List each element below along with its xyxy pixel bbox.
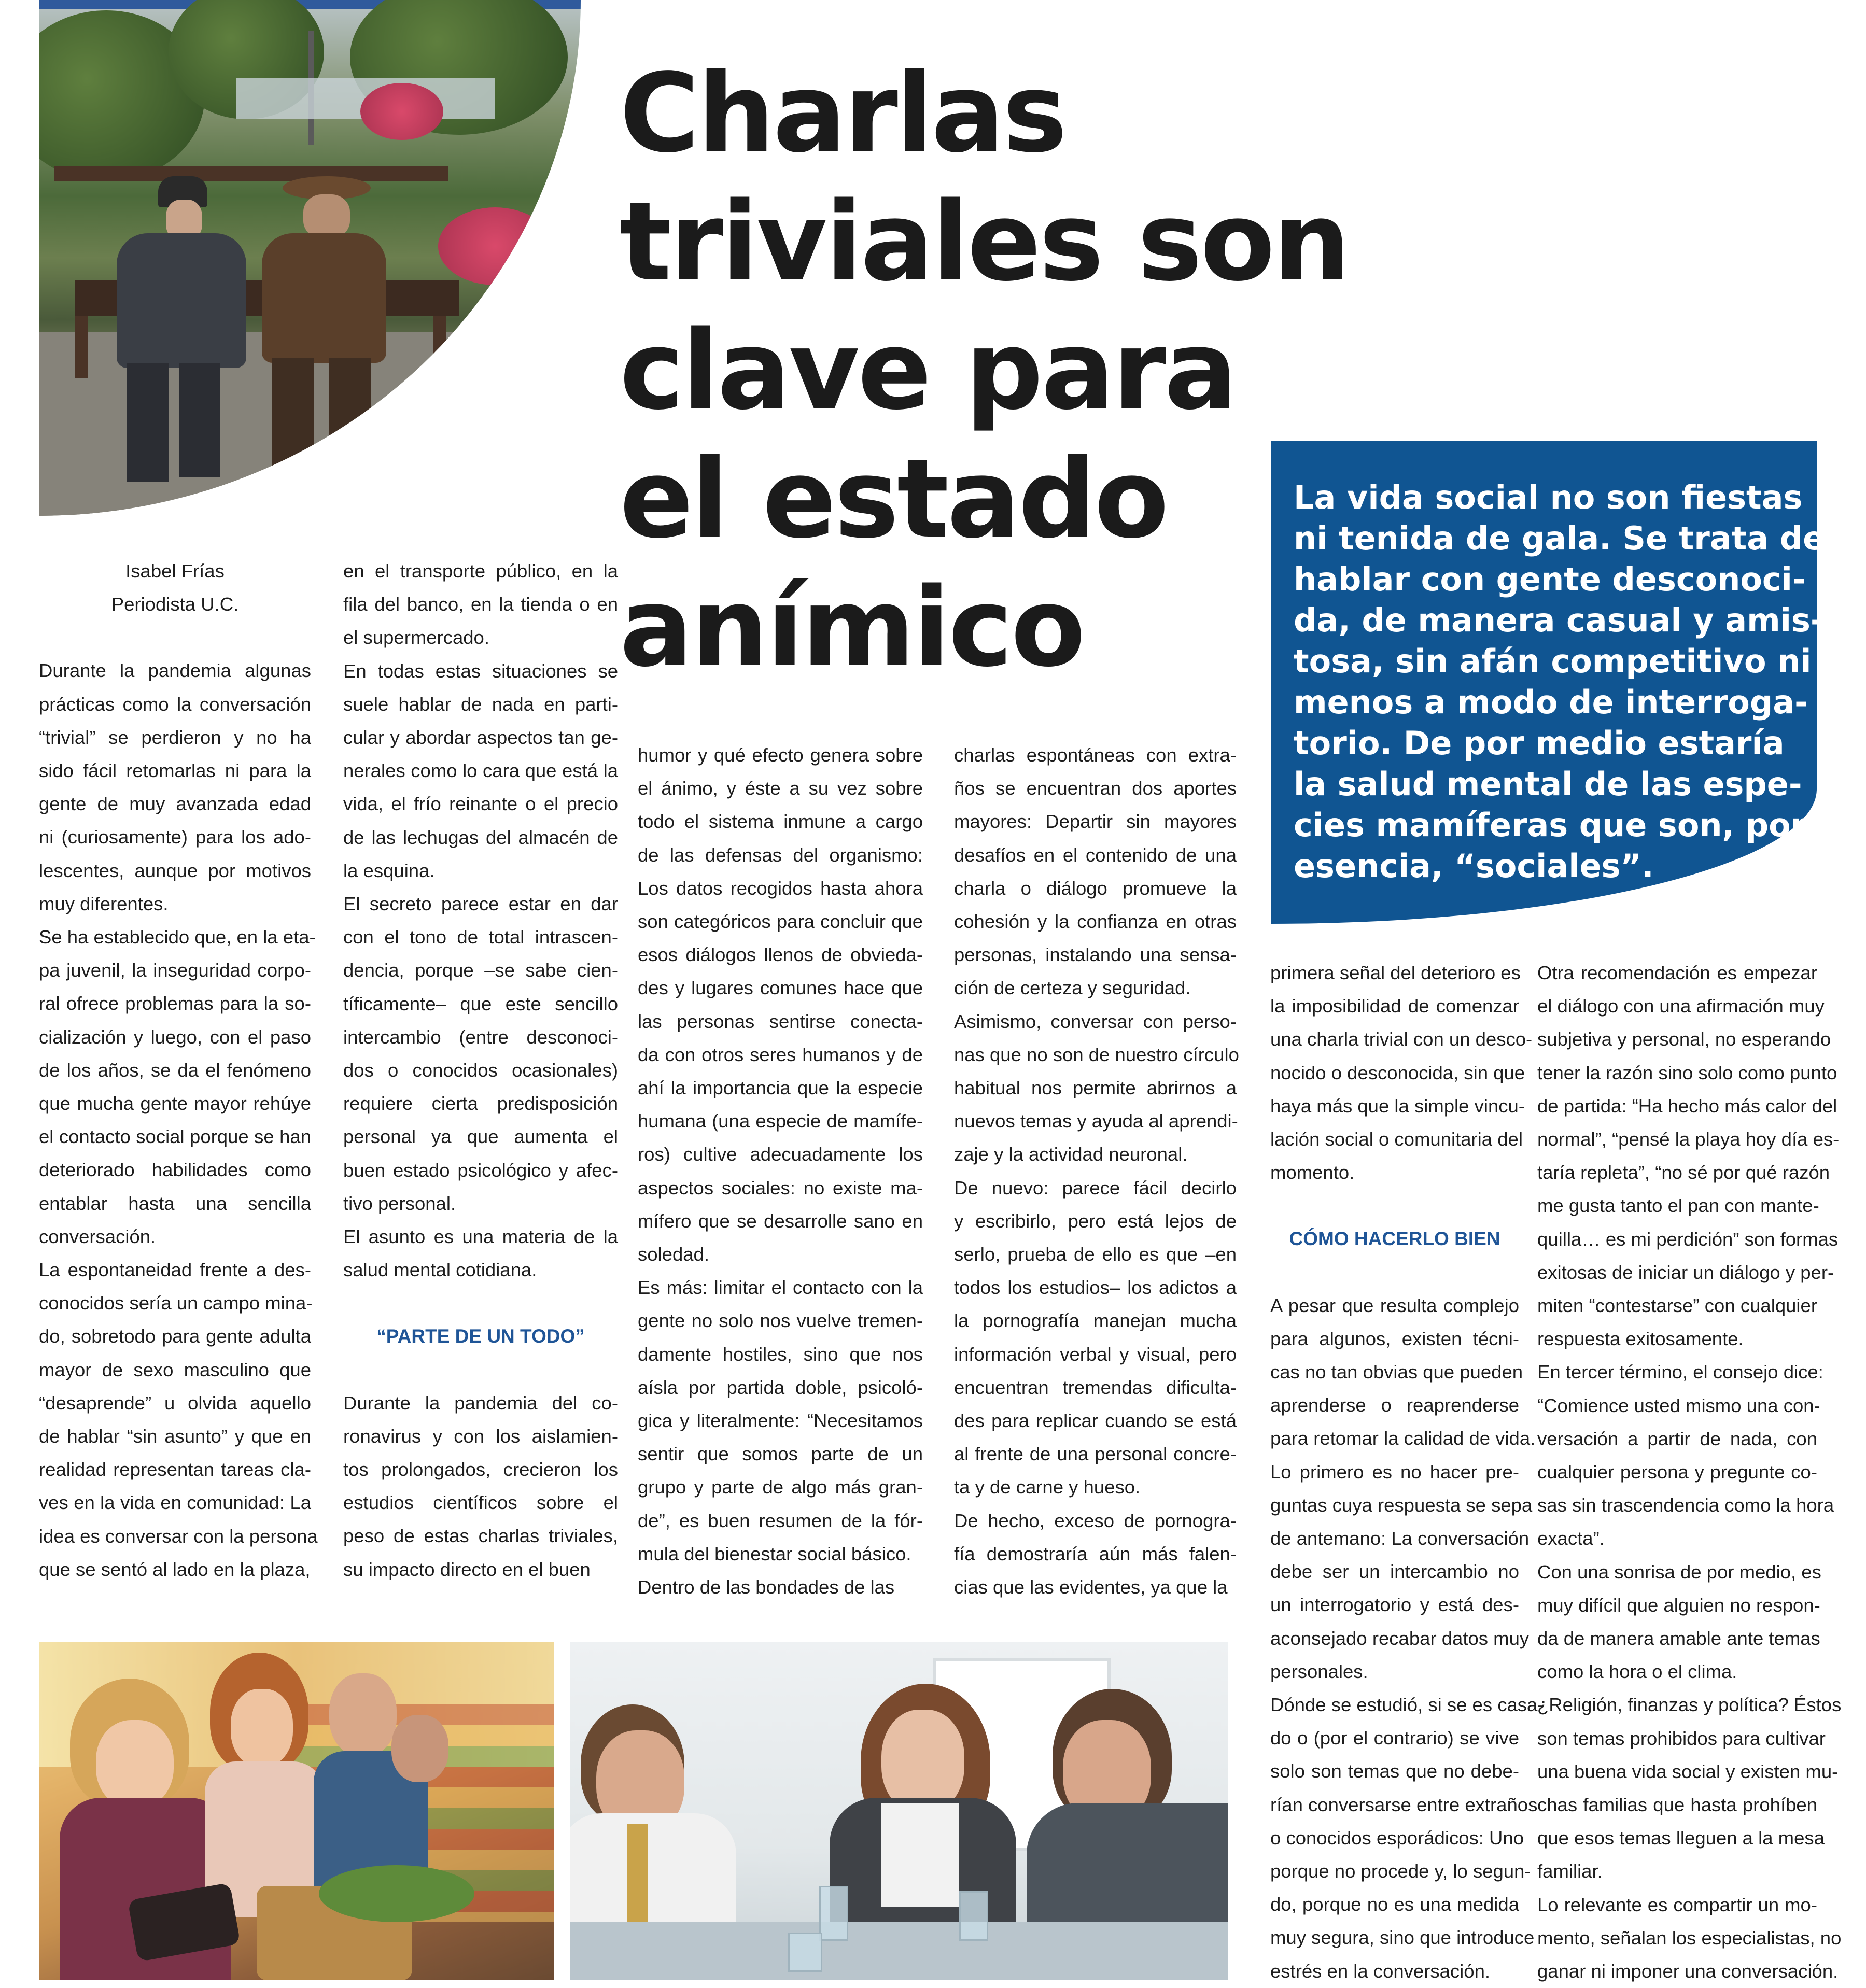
column-line: gente de muy avanzada edad <box>39 793 311 815</box>
column-line: aspectos sociales: no existe ma- <box>638 1177 923 1199</box>
column-line: serlo, prueba de ello es que –en <box>954 1244 1237 1265</box>
column-line: pa juvenil, la inseguridad corpo- <box>39 960 311 981</box>
column-line: desafíos en el contenido de una <box>954 844 1237 866</box>
column-line: al frente de una personal concre- <box>954 1443 1237 1465</box>
column-line: De hecho, exceso de pornogra- <box>954 1510 1237 1531</box>
column-line: de antemano: La conversación <box>1270 1528 1530 1549</box>
column-line: ni (curiosamente) para los ado- <box>39 826 311 848</box>
column-body <box>638 739 923 1604</box>
column-line: lación social o comunitaria del <box>1270 1129 1523 1150</box>
column-line: cias que las evidentes, ya que la <box>954 1576 1228 1598</box>
column-line: de partida: “Ha hecho más calor del <box>1537 1095 1837 1117</box>
column-line: guntas cuya respuesta se sepa <box>1270 1494 1533 1516</box>
column-line: sas sin trascendencia como la hora <box>1537 1494 1834 1516</box>
column-line: taría repleta”, “no sé por qué razón <box>1537 1162 1830 1183</box>
column-line: do o (por el contrario) se vive <box>1270 1727 1519 1749</box>
article-column-1 <box>39 555 318 1586</box>
column-line: con el tono de total intrascen- <box>343 926 618 948</box>
column-line: la imposibilidad de comenzar <box>1270 995 1519 1017</box>
column-line: de los años, se da el fenómeno <box>39 1059 311 1081</box>
callout-line: hablar con gente desconoci- <box>1294 560 1806 598</box>
callout-line: ni tenida de gala. Se trata de <box>1294 519 1825 557</box>
column-line: tener la razón sino solo como punto <box>1537 1062 1837 1083</box>
column-line: Dónde se estudió, si se es casa- <box>1270 1694 1544 1716</box>
column-body <box>954 739 1237 1604</box>
column-line: vida, el frío reinante o el precio <box>343 793 618 815</box>
column-line: personas, instalando una sensa- <box>954 944 1237 966</box>
column-line: o conocidos esporádicos: Uno <box>1270 1827 1524 1849</box>
column-line: aísla por partida doble, psicoló- <box>638 1376 923 1398</box>
column-line: Otra recomendación es empezar <box>1537 962 1817 983</box>
column-line: muy segura, sino que introduce <box>1270 1927 1535 1949</box>
column-line: aconsejado recabar datos muy <box>1270 1627 1530 1649</box>
column-line: ¿Religión, finanzas y política? Éstos <box>1537 1694 1842 1716</box>
column-line: Lo relevante es compartir un mo- <box>1537 1894 1817 1915</box>
headline-line: anímico <box>620 564 1084 691</box>
column-line: estrés en la conversación. <box>1270 1960 1491 1982</box>
column-line: exacta”. <box>1537 1528 1605 1549</box>
column-line: gente no solo nos vuelve tremen- <box>638 1310 923 1332</box>
column-line: subjetiva y personal, no esperando <box>1537 1028 1831 1050</box>
column-line: “desaprende” u olvida aquello <box>39 1392 311 1414</box>
article-column-5 <box>1270 956 1544 1988</box>
column-line: normal”, “pensé la playa hoy día es- <box>1537 1129 1840 1150</box>
column-line: chas familias que hasta prohíben <box>1537 1794 1817 1816</box>
business-meeting-photo <box>570 1642 1228 1980</box>
column-line: suele hablar de nada en parti- <box>343 693 618 715</box>
column-line: porque no procede y, lo segun- <box>1270 1860 1531 1882</box>
column-line: sido fácil retomarlas ni para la <box>39 760 311 782</box>
column-line: son categóricos para concluir que <box>638 911 923 933</box>
callout-line: menos a modo de interroga- <box>1294 683 1808 721</box>
column-line: tos prolongados, crecieron los <box>343 1459 618 1481</box>
column-line: cular y abordar aspectos tan ge- <box>343 727 618 749</box>
column-line: personal ya que aumenta el <box>343 1126 618 1148</box>
column-line: conversación. <box>39 1225 156 1247</box>
column-line: fila del banco, en la tienda o en <box>343 594 618 615</box>
column-line: peso de estas charlas triviales, <box>343 1525 618 1547</box>
headline-line: el estado <box>620 435 1167 562</box>
column-body <box>1270 956 1533 1189</box>
article-column-6 <box>1537 956 1842 1988</box>
column-line: tíficamente– que este sencillo <box>343 993 618 1014</box>
column-line: cohesión y la confianza en otras <box>954 911 1237 933</box>
column-line: idea es conversar con la persona <box>39 1525 318 1547</box>
column-line: la esquina. <box>343 859 435 881</box>
column-line: que mucha gente mayor rehúye <box>39 1093 311 1115</box>
column-line: como la hora o el clima. <box>1537 1661 1737 1683</box>
column-body <box>1537 956 1842 1988</box>
column-line: un interrogatorio y está des- <box>1270 1594 1519 1616</box>
column-line: El asunto es una materia de la <box>343 1226 618 1248</box>
column-line: Durante la pandemia del co- <box>343 1392 618 1414</box>
column-line: prácticas como la conversación <box>39 693 311 715</box>
column-line: información verbal y visual, pero <box>954 1343 1237 1365</box>
column-line: que se sentó al lado en la plaza, <box>39 1558 311 1580</box>
column-line: dencia, porque –se sabe cien- <box>343 960 618 981</box>
column-line: momento. <box>1270 1162 1355 1183</box>
article-column-3 <box>638 739 923 1604</box>
column-line: habitual nos permite abrirnos a <box>954 1077 1237 1099</box>
column-line: do, porque no es una medida <box>1270 1894 1519 1915</box>
callout-line: torio. De por medio estaría <box>1294 724 1785 762</box>
column-body <box>343 1387 618 1586</box>
column-line: para algunos, existen técni- <box>1270 1328 1519 1349</box>
column-line: soledad. <box>638 1244 709 1265</box>
column-line: muy diferentes. <box>39 893 169 914</box>
column-line: miten “contestarse” con cualquier <box>1537 1295 1817 1317</box>
column-line: nocido o desconocida, sin que <box>1270 1062 1525 1083</box>
column-line: versación a partir de nada, con <box>1537 1428 1817 1449</box>
column-line: realidad representan tareas cla- <box>39 1459 311 1481</box>
column-line: ves en la vida en comunidad: La <box>39 1492 311 1514</box>
column-line: mífero que se desarrolle sano en <box>638 1210 923 1232</box>
column-line: todos los estudios– los adictos a <box>954 1277 1237 1299</box>
column-line: des para replicar cuando se está <box>954 1410 1237 1432</box>
column-line: A pesar que resulta complejo <box>1270 1294 1519 1316</box>
column-line: el ánimo, y éste a su vez sobre <box>638 778 923 799</box>
column-line: para retomar la calidad de vida. <box>1270 1428 1536 1449</box>
column-line: de”, es buen resumen de la fór- <box>638 1510 923 1531</box>
column-line: De nuevo: parece fácil decirlo <box>954 1177 1237 1199</box>
column-line: esos diálogos llenos de obvieda- <box>638 944 923 966</box>
column-line: muy difícil que alguien no respon- <box>1537 1594 1820 1616</box>
column-line: de hablar “sin asunto” y que en <box>39 1426 311 1447</box>
column-line: Es más: limitar el contacto con la <box>638 1277 923 1299</box>
column-line: da de manera amable ante temas <box>1537 1628 1820 1649</box>
column-line: conocidos sería un campo mina- <box>39 1292 313 1314</box>
column-line: “Comience usted mismo una con- <box>1537 1394 1820 1416</box>
column-line: Asimismo, conversar con perso- <box>954 1010 1237 1032</box>
callout-text <box>1294 477 1825 886</box>
subhead-parte-de-un-todo: “PARTE DE UN TODO” <box>376 1326 585 1347</box>
column-line: dos o conocidos ocasionales) <box>343 1060 618 1081</box>
headline-line: Charlas <box>620 50 1065 177</box>
column-line: cualquier persona y pregunte co- <box>1537 1461 1817 1483</box>
column-line: el diálogo con una afirmación muy <box>1537 995 1825 1017</box>
callout-line: esencia, “sociales”. <box>1294 847 1654 885</box>
column-line: ahí la importancia que la especie <box>638 1077 923 1099</box>
column-line: son temas prohibidos para cultivar <box>1537 1727 1826 1749</box>
column-line: haya más que la simple vincu- <box>1270 1095 1525 1117</box>
column-line: grupo y parte de algo más gran- <box>638 1476 923 1498</box>
column-line: que esos temas lleguen a la mesa <box>1537 1827 1825 1849</box>
column-line: Dentro de las bondades de las <box>638 1576 895 1598</box>
column-line: charla o diálogo promueve la <box>954 877 1237 899</box>
column-line: nerales como lo cara que está la <box>343 760 618 782</box>
column-line: El secreto parece estar en dar <box>343 893 618 915</box>
column-line: y escribirlo, pero está lejos de <box>954 1210 1237 1232</box>
byline-role: Periodista U.C. <box>111 594 239 615</box>
column-line: ños se encuentran dos aportes <box>954 778 1237 799</box>
column-line: la pornografía manejan mucha <box>954 1310 1237 1332</box>
column-line: buen estado psicológico y afec- <box>343 1159 618 1181</box>
column-line: ta y de carne y hueso. <box>954 1476 1141 1498</box>
column-body <box>343 555 618 1287</box>
column-line: lescentes, aunque por motivos <box>39 859 311 881</box>
column-line: damente hostiles, sino que nos <box>638 1343 923 1365</box>
column-line: el contacto social porque se han <box>39 1126 311 1148</box>
column-body <box>1270 1289 1544 1988</box>
column-line: una charla trivial con un desco- <box>1270 1028 1533 1050</box>
park-bench-photo <box>39 0 581 516</box>
column-line: da con otros seres humanos y de <box>638 1044 923 1065</box>
headline-line: clave para <box>620 307 1236 434</box>
callout-line: La vida social no son fiestas <box>1294 478 1803 516</box>
column-line: charlas espontáneas con extra- <box>954 744 1237 766</box>
column-line: gica y literalmente: “Necesitamos <box>638 1410 923 1432</box>
column-line: primera señal del deterioro es <box>1270 962 1521 983</box>
column-line: En todas estas situaciones se <box>343 660 618 682</box>
column-line: mento, señalan los especialistas, no <box>1537 1927 1842 1949</box>
column-line: de las defensas del organismo: <box>638 844 923 866</box>
column-line: Se ha establecido que, en la eta- <box>39 926 316 948</box>
column-line: debe ser un intercambio no <box>1270 1561 1519 1583</box>
column-line: ros) cultive adecuadamente los <box>638 1144 923 1165</box>
column-line: Con una sonrisa de por medio, es <box>1537 1561 1821 1583</box>
column-line: estudios científicos sobre el <box>343 1492 618 1514</box>
column-line: tivo personal. <box>343 1192 456 1214</box>
column-line: des y lugares comunes hace que <box>638 977 923 999</box>
callout-line: cies mamíferas que son, por <box>1294 806 1807 844</box>
column-line: mula del bienestar social básico. <box>638 1543 911 1564</box>
column-line: requiere cierta predisposición <box>343 1093 618 1115</box>
column-line: aprenderse o reaprenderse <box>1270 1394 1519 1416</box>
column-line: encuentran tremendas dificulta- <box>954 1376 1237 1398</box>
column-line: Lo primero es no hacer pre- <box>1270 1461 1519 1483</box>
column-line: mayor de sexo masculino que <box>39 1359 311 1380</box>
column-line: ganar ni imponer una conversación. <box>1537 1961 1839 1982</box>
column-line: nas que no son de nuestro círculo <box>954 1044 1239 1065</box>
column-line: rían conversarse entre extraños <box>1270 1794 1538 1815</box>
column-line: el supermercado. <box>343 627 490 648</box>
column-body <box>39 654 318 1586</box>
column-line: salud mental cotidiana. <box>343 1259 537 1281</box>
subhead-como-hacerlo-bien: CÓMO HACERLO BIEN <box>1289 1228 1500 1250</box>
callout-line: la salud mental de las espe- <box>1294 765 1802 803</box>
column-line: Los datos recogidos hasta ahora <box>638 877 923 899</box>
column-line: En tercer término, el consejo dice: <box>1537 1361 1823 1383</box>
column-line: me gusta tanto el pan con mante- <box>1537 1195 1819 1217</box>
column-line: ronavirus y con los aislamien- <box>343 1425 618 1447</box>
column-line: sentir que somos parte de un <box>638 1443 923 1465</box>
column-line: fía demostraría aún más falen- <box>954 1543 1237 1564</box>
column-line: deteriorado habilidades como <box>39 1159 311 1181</box>
column-line: una buena vida social y existen mu- <box>1537 1760 1839 1782</box>
callout-line: da, de manera casual y amis- <box>1294 601 1824 639</box>
column-line: en el transporte público, en la <box>343 560 618 582</box>
column-line: humana (una especie de mamífe- <box>638 1110 923 1132</box>
column-line: respuesta exitosamente. <box>1537 1328 1744 1350</box>
column-line: nuevos temas y ayuda al aprendi- <box>954 1110 1238 1132</box>
column-line: mayores: Departir sin mayores <box>954 811 1237 833</box>
column-line: personales. <box>1270 1660 1368 1682</box>
column-line: do, sobretodo para gente adulta <box>39 1326 311 1347</box>
column-line: solo son temas que no debe- <box>1270 1760 1519 1782</box>
article-column-4 <box>954 739 1237 1604</box>
byline-name: Isabel Frías <box>125 560 225 582</box>
callout-line: tosa, sin afán competitivo ni <box>1294 642 1812 680</box>
headline-line: triviales son <box>620 178 1349 305</box>
column-line: ción de certeza y seguridad. <box>954 977 1191 999</box>
supermarket-photo <box>39 1642 554 1980</box>
column-line: intercambio (entre desconoci- <box>343 1026 618 1048</box>
column-line: quilla… es mi perdición” son formas <box>1537 1228 1839 1250</box>
article-column-2 <box>343 555 618 1586</box>
column-line: su impacto directo en el buen <box>343 1558 591 1580</box>
column-line: ral ofrece problemas para la so- <box>39 993 311 1014</box>
column-line: Durante la pandemia algunas <box>39 660 311 682</box>
column-line: “trivial” se perdieron y no ha <box>39 726 311 748</box>
column-line: de las lechugas del almacén de <box>343 826 618 848</box>
column-line: cialización y luego, con el paso <box>39 1026 311 1048</box>
column-line: familiar. <box>1537 1860 1603 1882</box>
column-line: humor y qué efecto genera sobre <box>638 744 923 766</box>
column-line: las personas sentirse conecta- <box>638 1010 923 1032</box>
column-line: exitosas de iniciar un diálogo y per- <box>1537 1261 1834 1283</box>
column-line: zaje y la actividad neuronal. <box>954 1144 1188 1165</box>
column-line: cas no tan obvias que pueden <box>1270 1361 1523 1383</box>
column-line: todo el sistema inmune a cargo <box>638 811 923 833</box>
column-line: entablar hasta una sencilla <box>39 1192 311 1214</box>
column-line: La espontaneidad frente a des- <box>39 1259 311 1281</box>
